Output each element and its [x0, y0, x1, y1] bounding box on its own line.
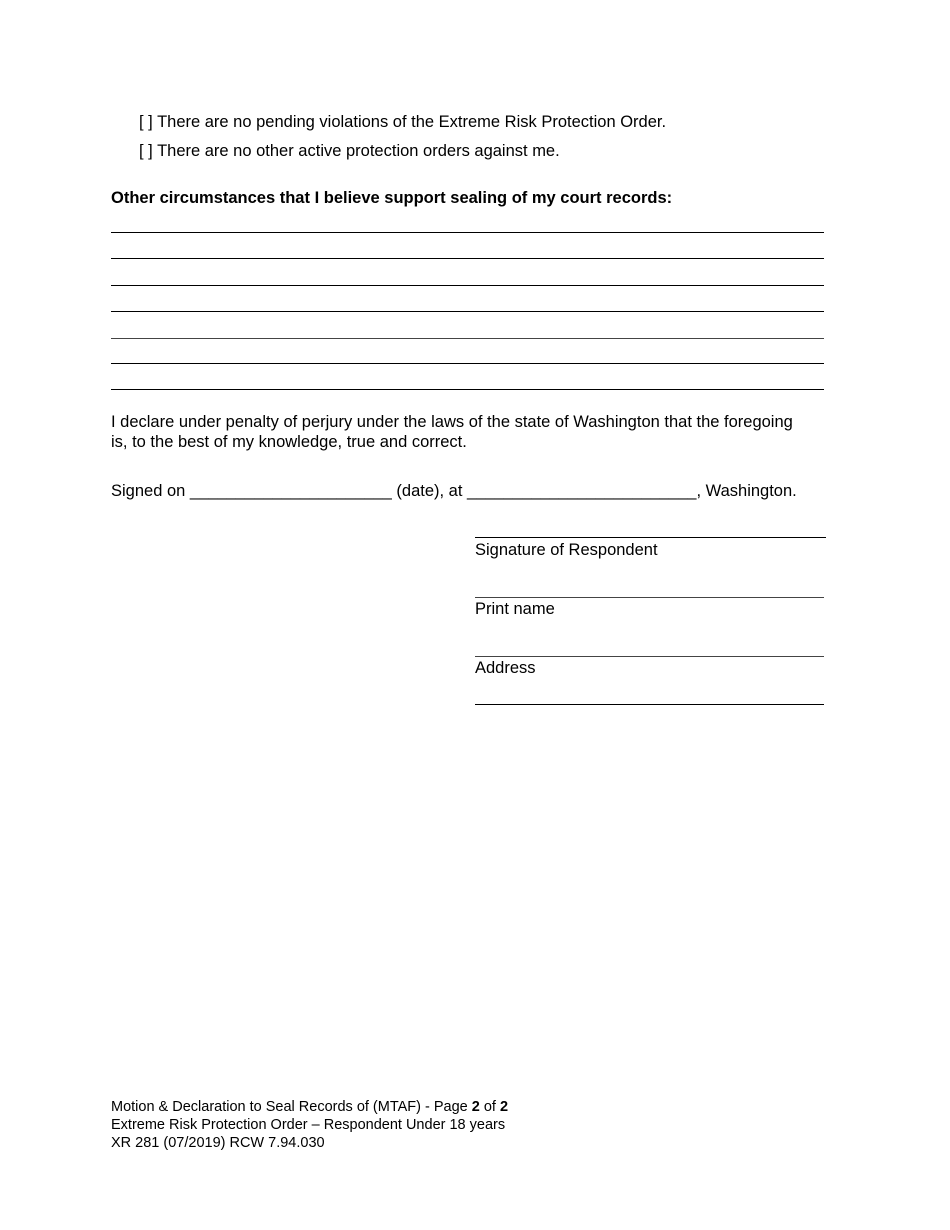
declaration-line-1: I declare under penalty of perjury under the laws of the state of Washington that the foregoing — [111, 413, 793, 431]
signature-line[interactable] — [475, 537, 826, 538]
checkbox-label: There are no other active protection orders against me. — [157, 142, 560, 160]
write-line[interactable] — [111, 258, 824, 259]
address-label: Address — [475, 659, 536, 677]
signature-label: Signature of Respondent — [475, 541, 658, 559]
checkbox-box[interactable]: [ ] — [139, 113, 153, 131]
write-line[interactable] — [111, 363, 824, 364]
address-line[interactable] — [475, 656, 824, 657]
print-name-label: Print name — [475, 600, 555, 618]
write-line[interactable] — [111, 285, 824, 286]
declaration-line-2: is, to the best of my knowledge, true and correct. — [111, 433, 467, 451]
write-line[interactable] — [111, 338, 824, 339]
print-name-line[interactable] — [475, 597, 824, 598]
checkbox-no-other-orders[interactable] — [139, 141, 560, 161]
checkbox-box[interactable]: [ ] — [139, 142, 153, 160]
date-blank[interactable]: ______________________ — [189, 482, 392, 500]
footer-line-2: Extreme Risk Protection Order – Respondent Under 18 years — [111, 1117, 506, 1133]
place-blank[interactable]: _________________________ — [467, 482, 697, 500]
circumstances-heading: Other circumstances that I believe support sealing of my court records: — [111, 189, 673, 207]
write-line[interactable] — [111, 389, 824, 390]
checkbox-no-pending-violations[interactable] — [139, 112, 666, 132]
address-line-2[interactable] — [475, 704, 824, 705]
write-line[interactable] — [111, 311, 824, 312]
write-line[interactable] — [111, 232, 824, 233]
signed-on-line: Signed on ______________________ (date), at _________________________, Washington. — [111, 482, 797, 500]
footer-line-3: XR 281 (07/2019) RCW 7.94.030 — [111, 1135, 325, 1151]
checkbox-label: There are no pending violations of the Extreme Risk Protection Order. — [157, 113, 667, 131]
footer-line-1: Motion & Declaration to Seal Records of (MTAF) - Page 2 of 2 — [111, 1099, 509, 1115]
